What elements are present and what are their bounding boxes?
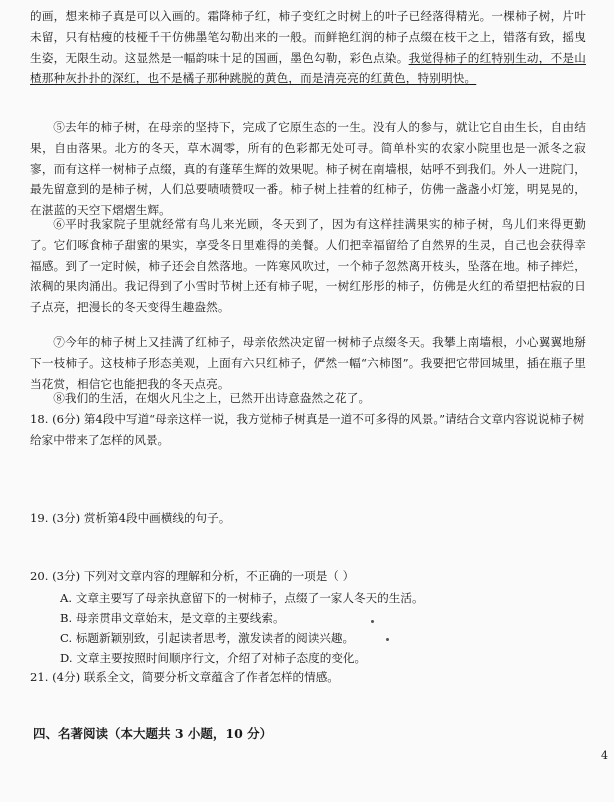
passage-paragraph-7: ⑦今年的柿子树上又挂满了红柿子，母亲依然决定留一树柿子点缀冬天。我攀上南墙根，小心翼翼地掰下一枝柿子。这枝柿子形态美观，上面有六只红柿子，俨然一幅“六柿图”。我要把它带回城里，插在瓶子里当花赏，相信它也能把我的冬天点亮。: [30, 335, 586, 391]
scan-speck: [386, 638, 389, 641]
question-18: 18. (6分) 第4段中写道“母亲这样一说，我方觉柿子树真是一道不可多得的风景。”请结合文章内容说说柿子树给家中带来了怎样的风景。: [30, 412, 585, 447]
question-20-option-b: B. 母亲贯串文章始末，是文章的主要线索。: [60, 611, 285, 625]
passage-paragraph-3: [30, 6, 586, 89]
passage-paragraph-6: ⑥平时我家院子里就经常有鸟儿来光顾，冬天到了，因为有这样挂满果实的柿子树，鸟儿们来得更勤了。它们啄食柿子甜蜜的果实，享受冬日里难得的美餐。人们把幸福留给了自然界的生灵，自己也会获得幸福感。到了一定时候，柿子还会自然落地。一阵寒风吹过，一个柿子忽然离开枝头，坠落在地。柿子摔烂，浓稠的果肉涌出。我记得到了小雪时节树上还有柿子呢，一树红彤彤的柿子，仿佛是火红的希望把枯寂的日子点亮，把漫长的冬天变得生趣盎然。: [30, 217, 586, 315]
scan-speck: [371, 620, 374, 623]
passage-paragraph-5: ⑤去年的柿子树，在母亲的坚持下，完成了它原生态的一生。没有人的参与，就让它自由生长，自由结果，自由落果。北方的冬天，草木凋零，所有的色彩都无处可寻。简单朴实的农家小院里也是一派冬之寂寥，而有这样一树柿子点缀，真的有蓬荜生辉的效果呢。柿子树在南墙根，姑呼不到我们。外人一进院门，最先留意到的是柿子树，人们总要啧啧赞叹一番。柿子树上挂着的红柿子，仿佛一盏盏小灯笼，明晃晃的，在湛蓝的天空下熠熠生辉。: [30, 120, 586, 218]
section-header: 四、名著阅读（本大题共 3 小题，10 分）: [33, 726, 273, 741]
question-21: 21. (4分) 联系全文，简要分析文章蕴含了作者怎样的情感。: [30, 670, 339, 684]
passage-paragraph-8: ⑧我们的生活，在烟火凡尘之上，已然开出诗意盎然之花了。: [53, 391, 371, 405]
question-19: 19. (3分) 赏析第4段中画横线的句子。: [30, 511, 231, 525]
question-20-option-d: D. 文章主要按照时间顺序行文，介绍了对柿子态度的变化。: [60, 651, 367, 665]
paragraph-3-text: 的画，想来柿子真是可以入画的。霜降柿子红，柿子变红之时树上的叶子已经落得精光。一棵柿子树，片叶未留，只有枯瘦的枝桠千干仿佛墨笔勾勒出来的一般。而鲜艳红润的柿子点缀在枝干之上，错落有致，摇曳生姿，无限生动。这显然是一幅韵味十足的国画，墨色勾勒，彩色点染。: [30, 9, 586, 65]
question-20: 20. (3分) 下列对文章内容的理解和分析，不正确的一项是（ ）: [30, 569, 355, 583]
underlined-sentence: 我觉得柿子的红特别生动，不是山楂那种灰扑扑的深红，也不是橘子那种跳脱的黄色，而是清亮亮的红黄色，特别明快。: [30, 50, 586, 86]
question-20-option-a: A. 文章主要写了母亲执意留下的一树柿子，点缀了一家人冬天的生活。: [60, 591, 424, 605]
question-20-option-c: C. 标题新颖别致，引起读者思考，激发读者的阅读兴趣。: [60, 631, 355, 645]
page-number: 4: [601, 749, 608, 762]
